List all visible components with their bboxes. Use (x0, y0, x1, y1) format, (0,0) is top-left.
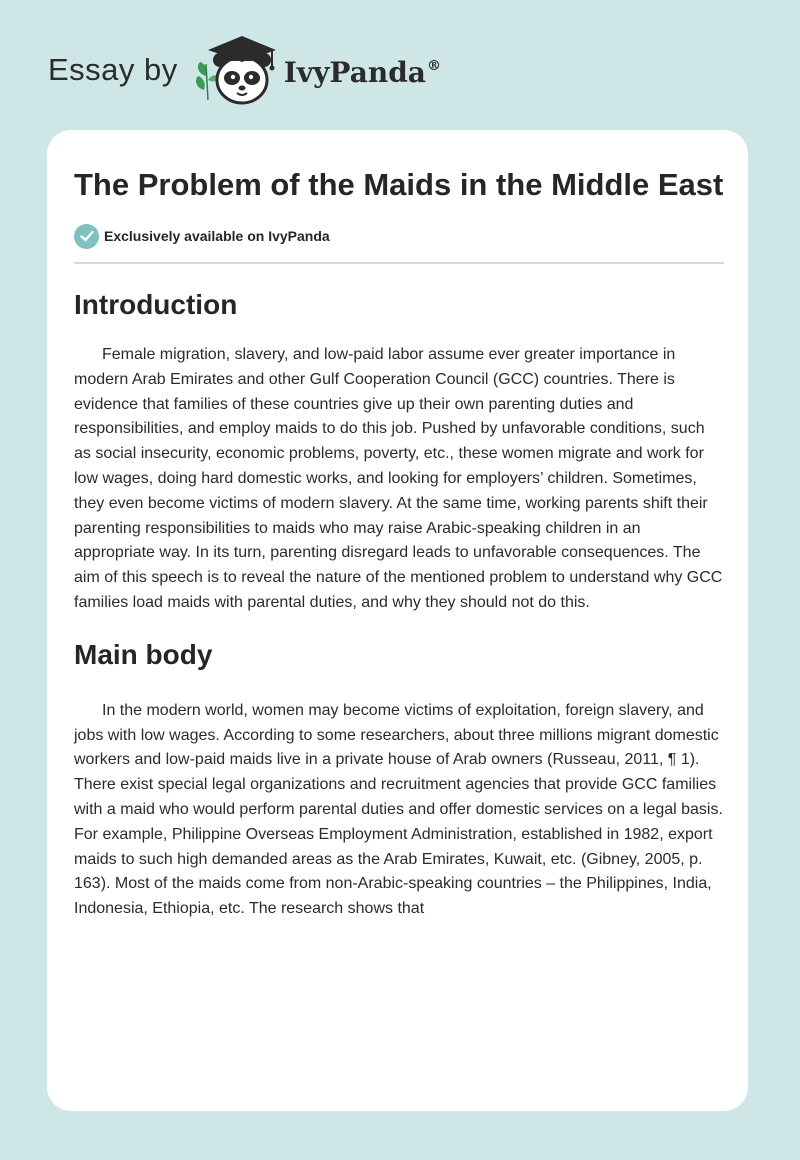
trademark-symbol: ® (426, 57, 441, 74)
check-icon (74, 224, 99, 249)
panda-logo-icon[interactable] (192, 30, 284, 110)
brand-name[interactable] (284, 56, 441, 89)
site-header (48, 30, 441, 110)
essay-by-label: Essay by (48, 52, 178, 87)
essay-card (47, 130, 748, 1111)
brand-text: IvyPanda (283, 55, 426, 89)
essay-title: The Problem of the Maids in the Middle East (74, 167, 724, 202)
exclusive-label: Exclusively available on IvyPanda (104, 228, 330, 244)
section-heading-introduction: Introduction (74, 289, 238, 320)
introduction-paragraph: Female migration, slavery, and low-paid labor assume ever greater importance in modern Arab Emirates and other Gulf Cooperation Council (GCC) countries. There is evidence that families of these countries give up their own parenting duties and responsibilities, and employ maids to do this job. Pushed by unfavorable conditions, such as social insecurity, economic problems, poverty, etc., these women migrate and work for low wages, doing hard domestic works, and looking for employers’ children. Sometimes, they even become victims of modern slavery. At the same time, working parents shift their parenting responsibilities to maids who may raise Arabic-speaking children in an appropriate way. In its turn, parenting disregard leads to unfavorable consequences. The aim of this speech is to reveal the nature of the mentioned problem to understand why GCC families load maids with parental duties, and why they should not do this. (74, 346, 723, 611)
section-heading-main-body: Main body (74, 638, 213, 670)
essay-content (74, 164, 724, 922)
title-divider (74, 262, 724, 264)
exclusive-badge (74, 222, 724, 250)
main-body-paragraph: In the modern world, women may become victims of exploitation, foreign slavery, and jobs with low wages. According to some researchers, about three millions migrant domestic workers and low-paid maids live in a private house of Arab owners (Russeau, 2011, ¶ 1). There exist special legal organizations and recruitment agencies that provide GCC families with a maid who would perform parental duties and offer domestic services on a legal basis. For example, Philippine Overseas Employment Administration, established in 1982, export maids to such high demanded areas as the Arab Emirates, Kuwait, etc. (Gibney, 2005, p. 163). Most of the maids come from non-Arabic-speaking countries – the Philippines, India, Indonesia, Ethiopia, etc. The research shows that (74, 701, 723, 918)
